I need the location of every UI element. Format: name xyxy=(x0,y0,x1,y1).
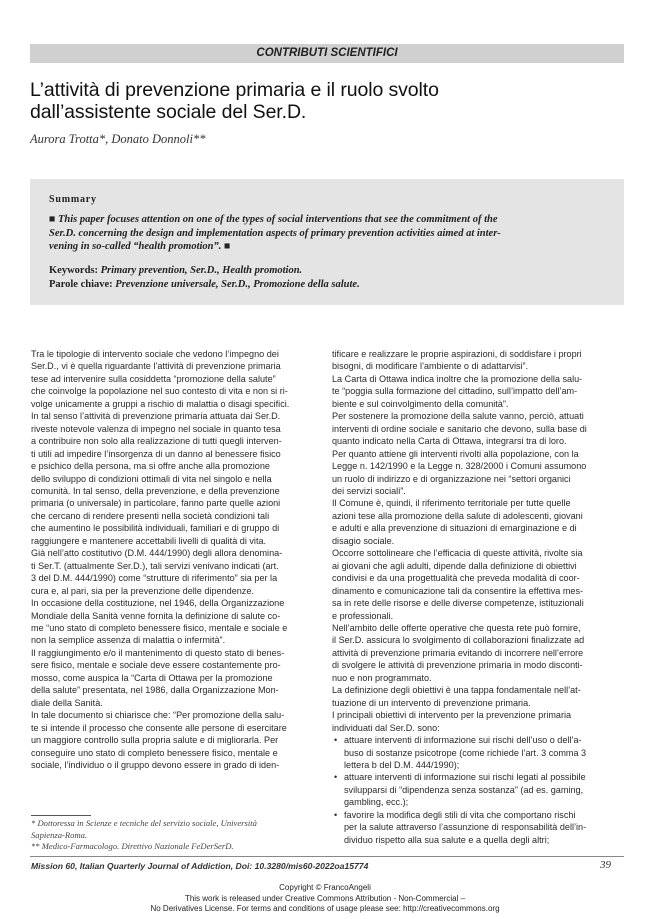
body-line: In occasione della costituzione, nel 1946, della Organizzazione xyxy=(31,598,285,609)
body-line: quanto indicato nella Carta di Ottawa, integrarsi tra di loro. xyxy=(332,436,567,447)
body-line: ai giovani che agli adulti, dipende dalla definizione di obiettivi xyxy=(332,560,577,571)
summary-line: Ser.D. concerning the design and implementation aspects of primary prevention activities aimed at inter- xyxy=(49,227,501,239)
body-line: Per sostenere la promozione della salute vanno, perciò, attuati xyxy=(332,411,584,422)
body-line: e psichico della persona, ma si offre anche alla promozione xyxy=(31,461,270,472)
bullet-line: gambling, ecc.); xyxy=(344,797,409,808)
body-line: raggiungere e mantenere accettabili livelli di qualità di vita. xyxy=(31,535,267,546)
body-line: ti Ser.T. (attualmente Ser.D.), tali servizi venivano indicati (art. xyxy=(31,560,279,571)
bullet-line: • attuare interventi di informazione sui rischi legati al possibile xyxy=(332,771,621,783)
page-number: 39 xyxy=(600,859,611,871)
footnote-divider xyxy=(31,815,91,816)
keywords-label: Keywords: xyxy=(49,265,98,276)
body-line: un ruolo di indirizzo e di organizzazione nei “settori organici xyxy=(332,473,571,484)
bullet-line: dividuo rispetto alla sua salute e a quella degli altri; xyxy=(344,834,550,845)
bullet-item xyxy=(332,771,621,808)
body-line: Ser.D., vi è quella riguardante l’attività di prevenzione primaria xyxy=(31,361,281,372)
body-line: tificare e realizzare le proprie aspirazioni, di soddisfare i propri xyxy=(332,349,582,359)
section-label: CONTRIBUTI SCIENTIFICI xyxy=(30,44,624,63)
bullet-line: per la salute attraverso l’assunzione di responsabilità dell’in- xyxy=(344,822,587,833)
body-line: che aumentino le possibilità individuali, familiari e di gruppo di xyxy=(31,523,280,534)
body-line: riveste notevole valenza di impegno nel sociale in quanto tesa xyxy=(31,423,281,434)
parole-chiave-value: Prevenzione universale, Ser.D., Promozione della salute. xyxy=(115,279,360,290)
body-line: un maggiore controllo sulla propria salute e di migliorarla. Per xyxy=(31,735,279,746)
body-line: I principali obiettivi di intervento per la prevenzione primaria xyxy=(332,710,572,721)
bullet-item xyxy=(332,809,621,846)
body-line: Già nell’atto costitutivo (D.M. 444/1990) degli allora denomina- xyxy=(31,548,283,559)
bullet-line: lettera b del D.M. 444/1990); xyxy=(344,759,460,770)
bullet-line: • favorire la modifica degli stili di vita che comportano rischi xyxy=(332,809,621,821)
article-title xyxy=(30,79,630,123)
body-line: azioni tese alla promozione della salute di adolescenti, giovani xyxy=(332,510,583,521)
body-line: e adulti e alla prevenzione di situazioni di emarginazione e di xyxy=(332,523,577,534)
bullet-line: svilupparsi di “dipendenza senza sostanza” (ad es. gaming, xyxy=(344,784,584,795)
bullet-line: • attuare interventi di informazione sui rischi dell’uso o dell’a- xyxy=(332,734,621,746)
summary-heading: Summary xyxy=(49,194,97,205)
bullet-line: buso di sostanze psicotrope (come richiede l’art. 3 comma 3 xyxy=(344,747,587,758)
body-line: La definizione degli obiettivi è una tappa fondamentale nell’at- xyxy=(332,685,581,696)
body-line: ti utili ad impedire l’insorgenza di un danno al benessere fisico xyxy=(31,448,281,459)
body-line: sere fisico, mentale e sociale deve essere costantemente pro- xyxy=(31,660,281,671)
title-line: L’attività di prevenzione primaria e il ruolo svolto xyxy=(30,79,439,101)
footnote-line: ** Medico-Farmacologo. Direttivo Nazionale FeDerSerD. xyxy=(31,841,234,851)
body-line: te “poggia sulla formazione del cittadino, sull’impatto dell’am- xyxy=(332,386,578,397)
body-line: primaria (o universale) in particolare, fanno parte quelle azioni xyxy=(31,498,281,509)
summary-text xyxy=(49,213,605,254)
body-line: Per quanto attiene gli interventi rivolti alla popolazione, con la xyxy=(332,448,579,459)
license-line: Copyright © FrancoAngeli xyxy=(279,883,371,892)
body-line: mosso, come auspica la “Carta di Ottawa per la promozione xyxy=(31,672,273,683)
body-line: 3 del D.M. 444/1990) come “strutture di riferimento” sia per la xyxy=(31,573,278,584)
body-line: a contribuire non solo alla realizzazione di tutti quegli interven- xyxy=(31,436,282,447)
body-line: dello sviluppo di condizioni ottimali di vita nel singolo e nella xyxy=(31,473,272,484)
footer-divider xyxy=(30,856,624,857)
license-notice xyxy=(0,883,650,915)
body-line: te si intende il processo che consente alle persone di esercitare xyxy=(31,722,287,733)
authors: Aurora Trotta*, Donato Donnoli** xyxy=(30,132,206,146)
body-line: Il Comune è, quindi, il riferimento territoriale per tutte quelle xyxy=(332,498,571,509)
body-line: In tale documento si chiarisce che: “Per promozione della salu- xyxy=(31,710,285,721)
bullet-item xyxy=(332,734,621,771)
body-line: tese ad intervenire sulla cosiddetta “promozione della salute” xyxy=(31,373,276,384)
body-line: che coinvolge la popolazione nel suo contesto di vita e non si ri- xyxy=(31,386,288,397)
body-line: conseguire uno stato di completo benessere fisico, mentale e xyxy=(31,747,278,758)
body-line: me “uno stato di completo benessere fisico, mentale e sociale e xyxy=(31,622,288,633)
title-line: dall’assistente sociale del Ser.D. xyxy=(30,101,307,123)
body-line: interventi di ordine sociale e sanitario che devono, sulla base di xyxy=(332,423,587,434)
footnote-line: * Dottoressa in Scienze e tecniche del servizio sociale, Università xyxy=(31,818,257,828)
summary-line: vening in so-called “health promotion”. ■ xyxy=(49,241,231,253)
body-line: condivisi e da una progettualità che preveda modalità di coor- xyxy=(332,573,580,584)
body-line: sociale, l’individuo o il gruppo devono essere in grado di iden- xyxy=(31,759,280,770)
body-line: attività di prevenzione primaria evitando di incorrere nell’errore xyxy=(332,647,584,658)
body-line: sa in rete delle risorse e delle diverse competenze, istituzionali xyxy=(332,598,584,609)
body-line: nuo e non programmato. xyxy=(332,672,432,683)
body-line: La Carta di Ottawa indica inoltre che la promozione della salu- xyxy=(332,373,583,384)
body-line: diale della Sanità. xyxy=(31,697,103,708)
body-column-left xyxy=(31,348,320,771)
keywords-line xyxy=(49,264,609,278)
body-line: bisogni, di modificare l’ambiente o di adattarvisi”. xyxy=(332,361,529,372)
body-line: Nell’ambito delle offerte operative che questa rete può fornire, xyxy=(332,622,581,633)
license-line: No Derivatives License. For terms and conditions of usage please see: http://creativecommons.org xyxy=(150,904,500,913)
body-line: dinamento e comunicazione tali da consentire la effettiva mes- xyxy=(332,585,584,596)
body-line: e professionali. xyxy=(332,610,394,621)
body-line: di svolgere le attività di prevenzione primaria in modo disconti- xyxy=(332,660,583,671)
body-line: cura e, al pari, sia per la prevenzione delle dipendenze. xyxy=(31,585,254,596)
body-column-right xyxy=(332,348,621,846)
body-line: tuazione di un intervento di prevenzione primaria. xyxy=(332,697,531,708)
body-line: Il raggiungimento e/o il mantenimento di questo stato di benes- xyxy=(31,647,285,658)
body-line: Tra le tipologie di intervento sociale che vedono l’impegno dei xyxy=(31,349,279,359)
body-line: Mondiale della Sanità venne fornita la definizione di salute co- xyxy=(31,610,281,621)
footnote-line: Sapienza-Roma. xyxy=(31,829,88,840)
body-line: individuati dal Ser.D. sono: xyxy=(332,722,440,733)
body-line: In tal senso l’attività di prevenzione primaria attuata dai Ser.D. xyxy=(31,411,281,422)
keywords-value: Primary prevention, Ser.D., Health promotion. xyxy=(100,265,303,276)
body-line: Legge n. 142/1990 e la Legge n. 328/2000 i Comuni assumono xyxy=(332,461,587,472)
body-line: disagio sociale. xyxy=(332,535,395,546)
summary-line: ■ This paper focuses attention on one of the types of social interventions that see the commitment of the xyxy=(49,214,498,225)
footnotes xyxy=(31,818,320,853)
body-line: dei servizi sociali”. xyxy=(332,485,406,496)
body-line: volge unicamente a gruppi a rischio di malattia o disagi specifici. xyxy=(31,398,290,409)
body-line: biente e sul coinvolgimento della comunità”. xyxy=(332,398,509,409)
body-line: comunità. In tal senso, della prevenzione, e della prevenzione xyxy=(31,485,280,496)
body-line: non la semplice assenza di malattia o infermità”. xyxy=(31,635,226,646)
journal-citation: Mission 60, Italian Quarterly Journal of Addiction, Doi: 10.3280/mis60-2022oa15774 xyxy=(31,861,369,871)
license-line: This work is released under Creative Commons Attribution - Non-Commercial – xyxy=(184,893,466,903)
body-line: che cercano di rendere presenti nella società condizioni tali xyxy=(31,510,270,521)
body-line: il Ser.D. assicura lo svolgimento di collaborazioni finalizzate ad xyxy=(332,635,585,646)
parole-chiave-label: Parole chiave: xyxy=(49,279,113,290)
parole-chiave-line xyxy=(49,278,609,292)
body-line: Occorre sottolineare che l’efficacia di queste attività, rivolte sia xyxy=(332,548,583,559)
body-line: della salute” presentata, nel 1986, dalla Organizzazione Mon- xyxy=(31,685,279,696)
